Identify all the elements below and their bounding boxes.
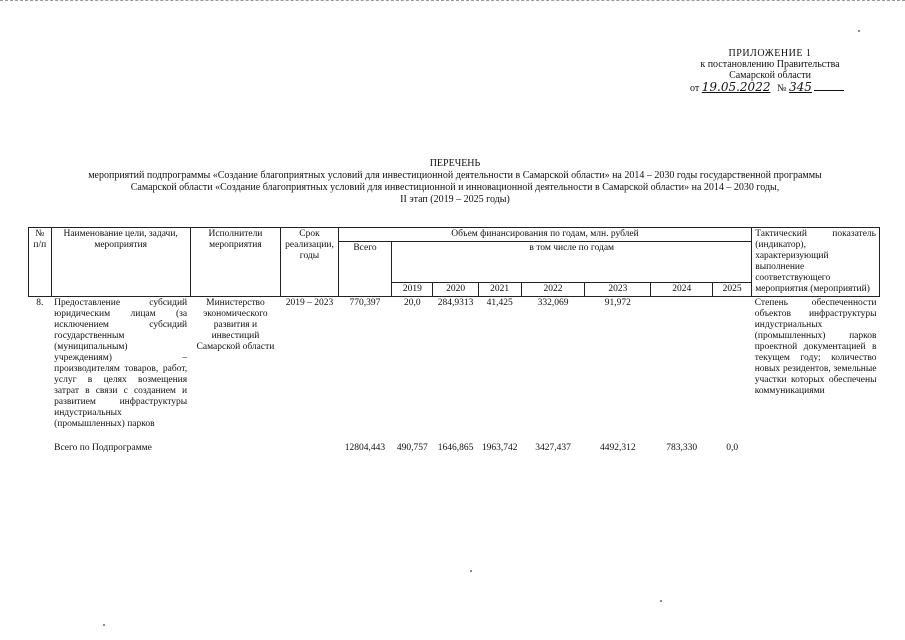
header-year: 2021 [478,283,521,297]
row-indicator: Степень обеспеченности объектов инфраструктуры индустриальных (промышленных) парков проектной документацией в текущем году; количество новых резидентов, земельные участки которых обеспечены коммуникациями [754,298,877,396]
summary-value: 4492,312 [600,443,636,453]
header-term: Срок реализации, годы [281,228,338,297]
document-title [40,158,870,206]
header-indicator: Тактический показатель (индикатор), характеризующий выполнение соответствующего мероприятия (мероприятий) [752,228,880,297]
header-funding: Объем финансирования по годам, млн. рублей [338,228,752,242]
table-row [29,297,880,432]
handwritten-date: 19.05.2022 [701,80,771,94]
summary-value: 783,330 [666,443,698,453]
header-year: 2025 [713,283,752,297]
scan-speck [858,30,860,32]
header-year: 2020 [433,283,478,297]
summary-value: 1963,742 [481,443,518,453]
row-value [713,297,752,432]
summary-row [29,431,880,455]
measures-table [28,227,880,455]
title-line: Самарской области «Создание благоприятных условий для инвестиционной и инновационной деятельности в Самарской области» на 2014 – 2030 годы, [130,182,780,193]
header-total: Всего [338,242,392,297]
date-prefix: от [690,83,700,94]
row-total: 770,397 [349,298,381,308]
summary-label: Всего по Подпрограмме [54,443,152,453]
summary-total: 12804,443 [344,443,386,453]
header-year: 2023 [585,283,651,297]
appendix-line: Самарской области [729,70,811,81]
row-value: 332,069 [537,298,569,308]
title-line: II этап (2019 – 2025 годы) [400,194,510,205]
scan-speck [103,624,105,626]
appendix-block [640,48,900,94]
appendix-date-number [640,82,900,94]
summary-value: 3427,437 [535,443,571,453]
row-term: 2019 – 2023 [285,298,334,308]
header-year: 2024 [651,283,713,297]
scan-top-edge [0,0,905,3]
row-executor: Министерство экономического развития и инвестиций Самарской области [196,298,275,352]
scan-speck [470,570,472,572]
row-value: 20,0 [404,298,421,308]
title-line: мероприятий подпрограммы «Создание благоприятных условий для инвестиционной деятельности в Самарской области» на 2014 – 2030 годы государственной программы [88,170,822,181]
handwritten-number: 345 [789,80,812,94]
row-name: Предоставление субсидий юридическим лицам (за исключением субсидий государственным (муниципальным) учреждениям) – производителям товаров, работ, услуг в целях возмещения затрат в связи с созданием и развитием инфраструктуры индустриальных (промышленных) парков [54,298,188,429]
title-heading: ПЕРЕЧЕНЬ [429,158,481,169]
appendix-line: к постановлению Правительства [700,59,840,70]
appendix-title: ПРИЛОЖЕНИЕ 1 [728,48,812,59]
header-year: 2022 [521,283,585,297]
summary-value: 1646,865 [437,443,474,453]
header-executors: Исполнители мероприятия [190,228,281,297]
row-value: 41,425 [486,298,513,308]
header-name: Наименование цели, задачи, мероприятия [51,228,190,297]
header-year: 2019 [392,283,433,297]
row-value [651,297,713,432]
number-prefix: № [776,83,787,94]
header-incl: в том числе по годам [392,242,752,283]
header-num: № п/п [29,228,52,297]
row-value: 91,972 [604,298,631,308]
summary-value: 490,757 [396,443,428,453]
scan-speck [660,600,662,602]
row-value: 284,9313 [437,298,474,308]
row-num: 8. [36,298,44,308]
summary-value: 0,0 [726,443,739,453]
